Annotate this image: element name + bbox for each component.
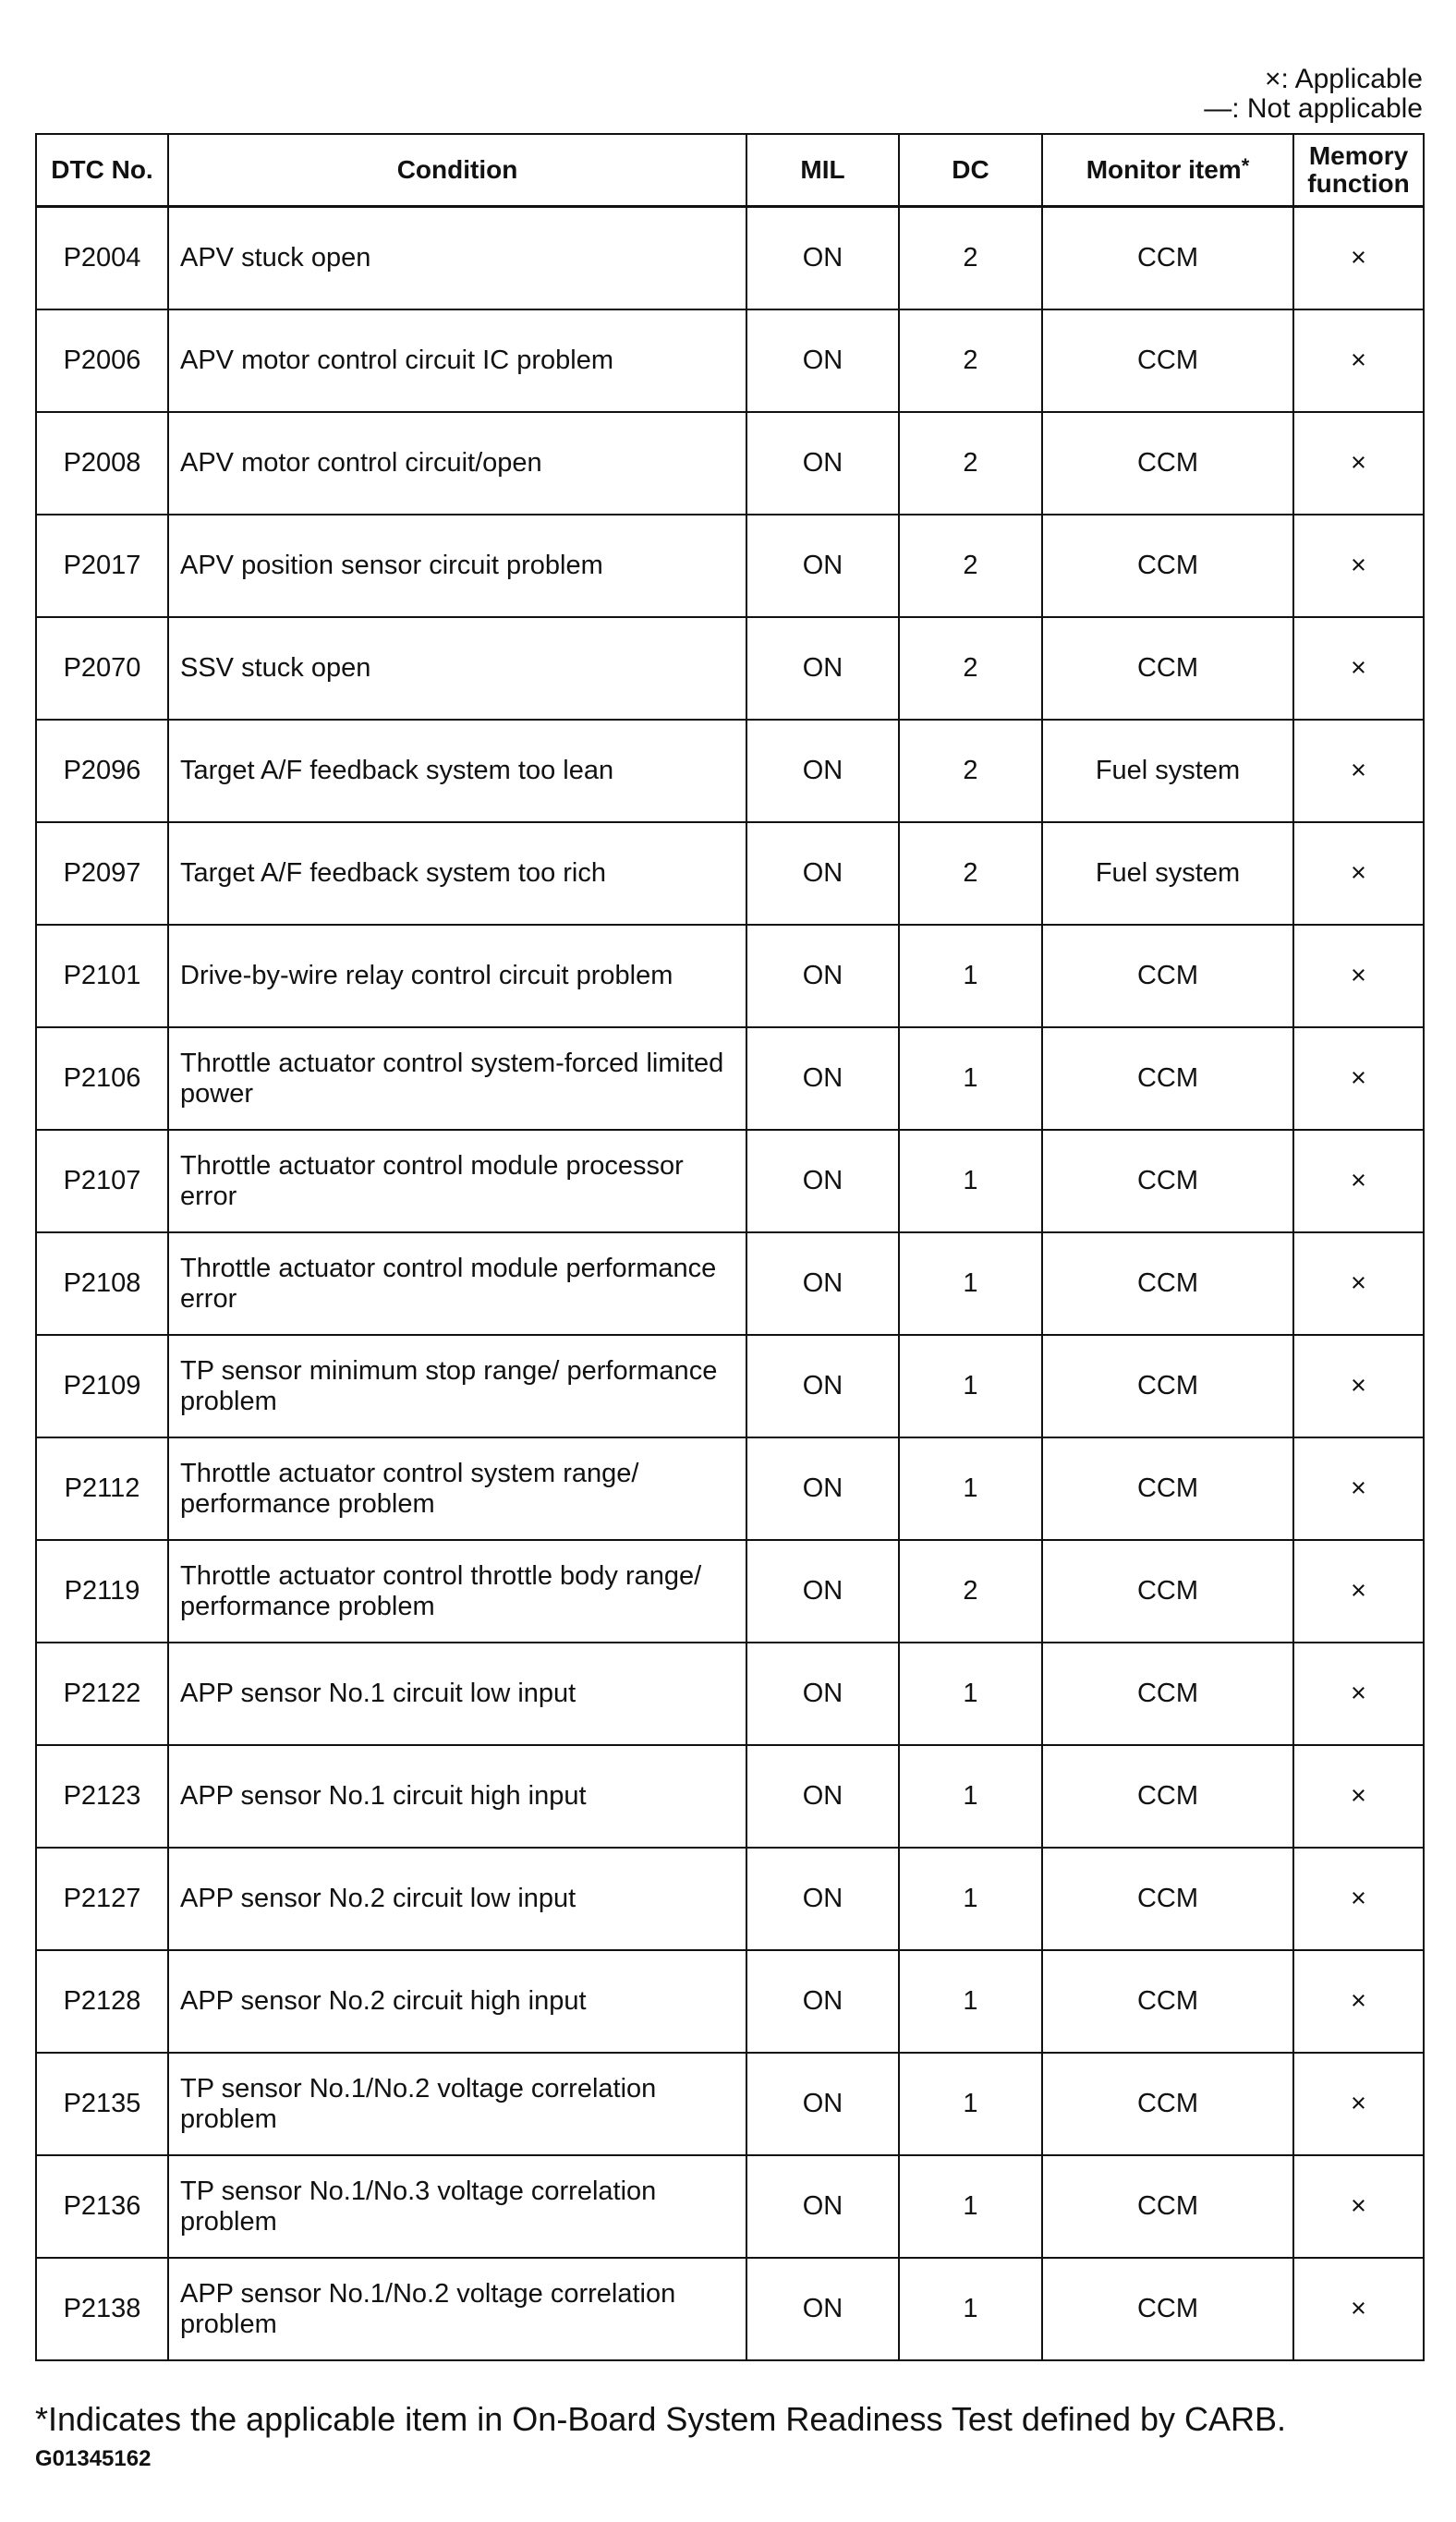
cell-condition: Target A/F feedback system too rich <box>168 822 746 925</box>
cell-memory-function: × <box>1293 2155 1424 2258</box>
cell-dc: 1 <box>899 925 1042 1027</box>
cell-monitor-item: Fuel system <box>1042 822 1293 925</box>
cell-memory-function: × <box>1293 1540 1424 1643</box>
cell-mil: ON <box>746 2258 899 2360</box>
cell-memory-function: × <box>1293 1848 1424 1950</box>
cell-monitor-item: CCM <box>1042 1848 1293 1950</box>
table-row <box>36 925 1424 1027</box>
cell-mil: ON <box>746 1745 899 1848</box>
cell-mil: ON <box>746 1232 899 1335</box>
table-row <box>36 1745 1424 1848</box>
footnote: *Indicates the applicable item in On-Board System Readiness Test defined by CARB. <box>35 2400 1287 2438</box>
cell-condition: APV motor control circuit IC problem <box>168 309 746 412</box>
cell-monitor-item: CCM <box>1042 1540 1293 1643</box>
legend-applicable: ×: Applicable <box>1265 64 1423 94</box>
cell-condition: TP sensor No.1/No.3 voltage correlation problem <box>168 2155 746 2258</box>
cell-condition: TP sensor minimum stop range/ performance problem <box>168 1335 746 1437</box>
table-row <box>36 515 1424 617</box>
cell-monitor-item: CCM <box>1042 1232 1293 1335</box>
cell-condition: APP sensor No.2 circuit low input <box>168 1848 746 1950</box>
table-row <box>36 617 1424 720</box>
cell-dtc-no: P2123 <box>36 1745 168 1848</box>
table-row <box>36 1130 1424 1232</box>
header-dtc-no: DTC No. <box>36 134 168 207</box>
cell-monitor-item: CCM <box>1042 1745 1293 1848</box>
cell-dtc-no: P2006 <box>36 309 168 412</box>
cell-dtc-no: P2119 <box>36 1540 168 1643</box>
cell-dc: 1 <box>899 1643 1042 1745</box>
cell-dtc-no: P2136 <box>36 2155 168 2258</box>
table-body <box>36 207 1424 2361</box>
cell-dc: 1 <box>899 1437 1042 1540</box>
cell-memory-function: × <box>1293 1232 1424 1335</box>
cell-mil: ON <box>746 515 899 617</box>
cell-dc: 1 <box>899 2053 1042 2155</box>
cell-monitor-item: CCM <box>1042 617 1293 720</box>
cell-condition: Throttle actuator control module performance error <box>168 1232 746 1335</box>
cell-memory-function: × <box>1293 309 1424 412</box>
cell-monitor-item: CCM <box>1042 1027 1293 1130</box>
cell-memory-function: × <box>1293 412 1424 515</box>
cell-dc: 1 <box>899 2155 1042 2258</box>
cell-monitor-item: CCM <box>1042 2155 1293 2258</box>
cell-dc: 2 <box>899 822 1042 925</box>
cell-monitor-item: CCM <box>1042 412 1293 515</box>
cell-dc: 2 <box>899 412 1042 515</box>
cell-condition: SSV stuck open <box>168 617 746 720</box>
cell-dc: 2 <box>899 207 1042 310</box>
cell-mil: ON <box>746 1437 899 1540</box>
header-mil: MIL <box>746 134 899 207</box>
table-row <box>36 1540 1424 1643</box>
cell-monitor-item: CCM <box>1042 207 1293 310</box>
table-row <box>36 1643 1424 1745</box>
cell-dc: 2 <box>899 1540 1042 1643</box>
cell-mil: ON <box>746 1540 899 1643</box>
cell-memory-function: × <box>1293 1130 1424 1232</box>
table-row <box>36 1950 1424 2053</box>
cell-dc: 1 <box>899 1745 1042 1848</box>
cell-condition: APV motor control circuit/open <box>168 412 746 515</box>
cell-mil: ON <box>746 1643 899 1745</box>
cell-dtc-no: P2004 <box>36 207 168 310</box>
cell-dtc-no: P2112 <box>36 1437 168 1540</box>
figure-id: G01345162 <box>35 2446 152 2471</box>
cell-monitor-item: CCM <box>1042 309 1293 412</box>
cell-monitor-item: CCM <box>1042 1437 1293 1540</box>
dtc-table <box>35 133 1425 2361</box>
cell-dtc-no: P2128 <box>36 1950 168 2053</box>
header-dc: DC <box>899 134 1042 207</box>
cell-monitor-item: CCM <box>1042 925 1293 1027</box>
cell-dc: 2 <box>899 515 1042 617</box>
table-row <box>36 1027 1424 1130</box>
cell-memory-function: × <box>1293 1950 1424 2053</box>
cell-dtc-no: P2138 <box>36 2258 168 2360</box>
cell-monitor-item: CCM <box>1042 2258 1293 2360</box>
header-monitor-item <box>1042 134 1293 207</box>
cell-monitor-item: CCM <box>1042 2053 1293 2155</box>
cell-memory-function: × <box>1293 720 1424 822</box>
cell-dtc-no: P2127 <box>36 1848 168 1950</box>
table-row <box>36 2053 1424 2155</box>
cell-monitor-item: CCM <box>1042 515 1293 617</box>
cell-mil: ON <box>746 2155 899 2258</box>
cell-memory-function: × <box>1293 1335 1424 1437</box>
cell-dtc-no: P2106 <box>36 1027 168 1130</box>
header-monitor-asterisk: * <box>1241 154 1250 177</box>
cell-condition: Throttle actuator control throttle body range/ performance problem <box>168 1540 746 1643</box>
cell-condition: Throttle actuator control module processor error <box>168 1130 746 1232</box>
cell-dtc-no: P2108 <box>36 1232 168 1335</box>
cell-memory-function: × <box>1293 515 1424 617</box>
table-row <box>36 1232 1424 1335</box>
cell-dtc-no: P2135 <box>36 2053 168 2155</box>
cell-monitor-item: CCM <box>1042 1130 1293 1232</box>
cell-mil: ON <box>746 1950 899 2053</box>
header-condition: Condition <box>168 134 746 207</box>
cell-condition: APP sensor No.1 circuit high input <box>168 1745 746 1848</box>
cell-monitor-item: CCM <box>1042 1950 1293 2053</box>
cell-memory-function: × <box>1293 2258 1424 2360</box>
table-row <box>36 1437 1424 1540</box>
table-row <box>36 2155 1424 2258</box>
cell-dc: 1 <box>899 1950 1042 2053</box>
cell-dtc-no: P2017 <box>36 515 168 617</box>
legend-not-applicable: —: Not applicable <box>1204 93 1423 124</box>
header-memory-function: Memory function <box>1293 134 1424 207</box>
cell-dc: 1 <box>899 1130 1042 1232</box>
cell-mil: ON <box>746 720 899 822</box>
cell-dc: 1 <box>899 1335 1042 1437</box>
cell-condition: Throttle actuator control system-forced limited power <box>168 1027 746 1130</box>
cell-dtc-no: P2101 <box>36 925 168 1027</box>
cell-monitor-item: CCM <box>1042 1335 1293 1437</box>
cell-mil: ON <box>746 412 899 515</box>
cell-dc: 1 <box>899 1232 1042 1335</box>
table-row <box>36 1335 1424 1437</box>
cell-condition: APP sensor No.2 circuit high input <box>168 1950 746 2053</box>
cell-dtc-no: P2096 <box>36 720 168 822</box>
table-row <box>36 720 1424 822</box>
cell-mil: ON <box>746 617 899 720</box>
cell-dc: 2 <box>899 309 1042 412</box>
cell-dtc-no: P2122 <box>36 1643 168 1745</box>
cell-dtc-no: P2008 <box>36 412 168 515</box>
cell-memory-function: × <box>1293 617 1424 720</box>
cell-monitor-item: CCM <box>1042 1643 1293 1745</box>
cell-memory-function: × <box>1293 1027 1424 1130</box>
cell-mil: ON <box>746 1130 899 1232</box>
header-monitor-item-label: Monitor item <box>1086 155 1242 184</box>
cell-condition: Target A/F feedback system too lean <box>168 720 746 822</box>
cell-condition: APP sensor No.1/No.2 voltage correlation problem <box>168 2258 746 2360</box>
cell-dtc-no: P2107 <box>36 1130 168 1232</box>
table-row <box>36 309 1424 412</box>
cell-mil: ON <box>746 309 899 412</box>
legend <box>1204 65 1423 124</box>
cell-mil: ON <box>746 1848 899 1950</box>
table-header-row <box>36 134 1424 207</box>
cell-dc: 2 <box>899 617 1042 720</box>
cell-mil: ON <box>746 1335 899 1437</box>
cell-mil: ON <box>746 207 899 310</box>
cell-memory-function: × <box>1293 1643 1424 1745</box>
cell-memory-function: × <box>1293 1745 1424 1848</box>
cell-memory-function: × <box>1293 925 1424 1027</box>
cell-mil: ON <box>746 822 899 925</box>
table-row <box>36 412 1424 515</box>
cell-condition: APV stuck open <box>168 207 746 310</box>
cell-memory-function: × <box>1293 2053 1424 2155</box>
cell-dtc-no: P2097 <box>36 822 168 925</box>
table-row <box>36 2258 1424 2360</box>
cell-memory-function: × <box>1293 1437 1424 1540</box>
cell-dc: 1 <box>899 1848 1042 1950</box>
cell-dc: 1 <box>899 2258 1042 2360</box>
table-row <box>36 822 1424 925</box>
cell-condition: Drive-by-wire relay control circuit problem <box>168 925 746 1027</box>
cell-dc: 1 <box>899 1027 1042 1130</box>
cell-dtc-no: P2109 <box>36 1335 168 1437</box>
cell-memory-function: × <box>1293 822 1424 925</box>
cell-condition: APV position sensor circuit problem <box>168 515 746 617</box>
cell-mil: ON <box>746 925 899 1027</box>
cell-dc: 2 <box>899 720 1042 822</box>
cell-dtc-no: P2070 <box>36 617 168 720</box>
cell-condition: TP sensor No.1/No.2 voltage correlation problem <box>168 2053 746 2155</box>
cell-condition: APP sensor No.1 circuit low input <box>168 1643 746 1745</box>
table-row <box>36 1848 1424 1950</box>
cell-mil: ON <box>746 1027 899 1130</box>
cell-condition: Throttle actuator control system range/ performance problem <box>168 1437 746 1540</box>
cell-memory-function: × <box>1293 207 1424 310</box>
table-row <box>36 207 1424 310</box>
cell-mil: ON <box>746 2053 899 2155</box>
cell-monitor-item: Fuel system <box>1042 720 1293 822</box>
